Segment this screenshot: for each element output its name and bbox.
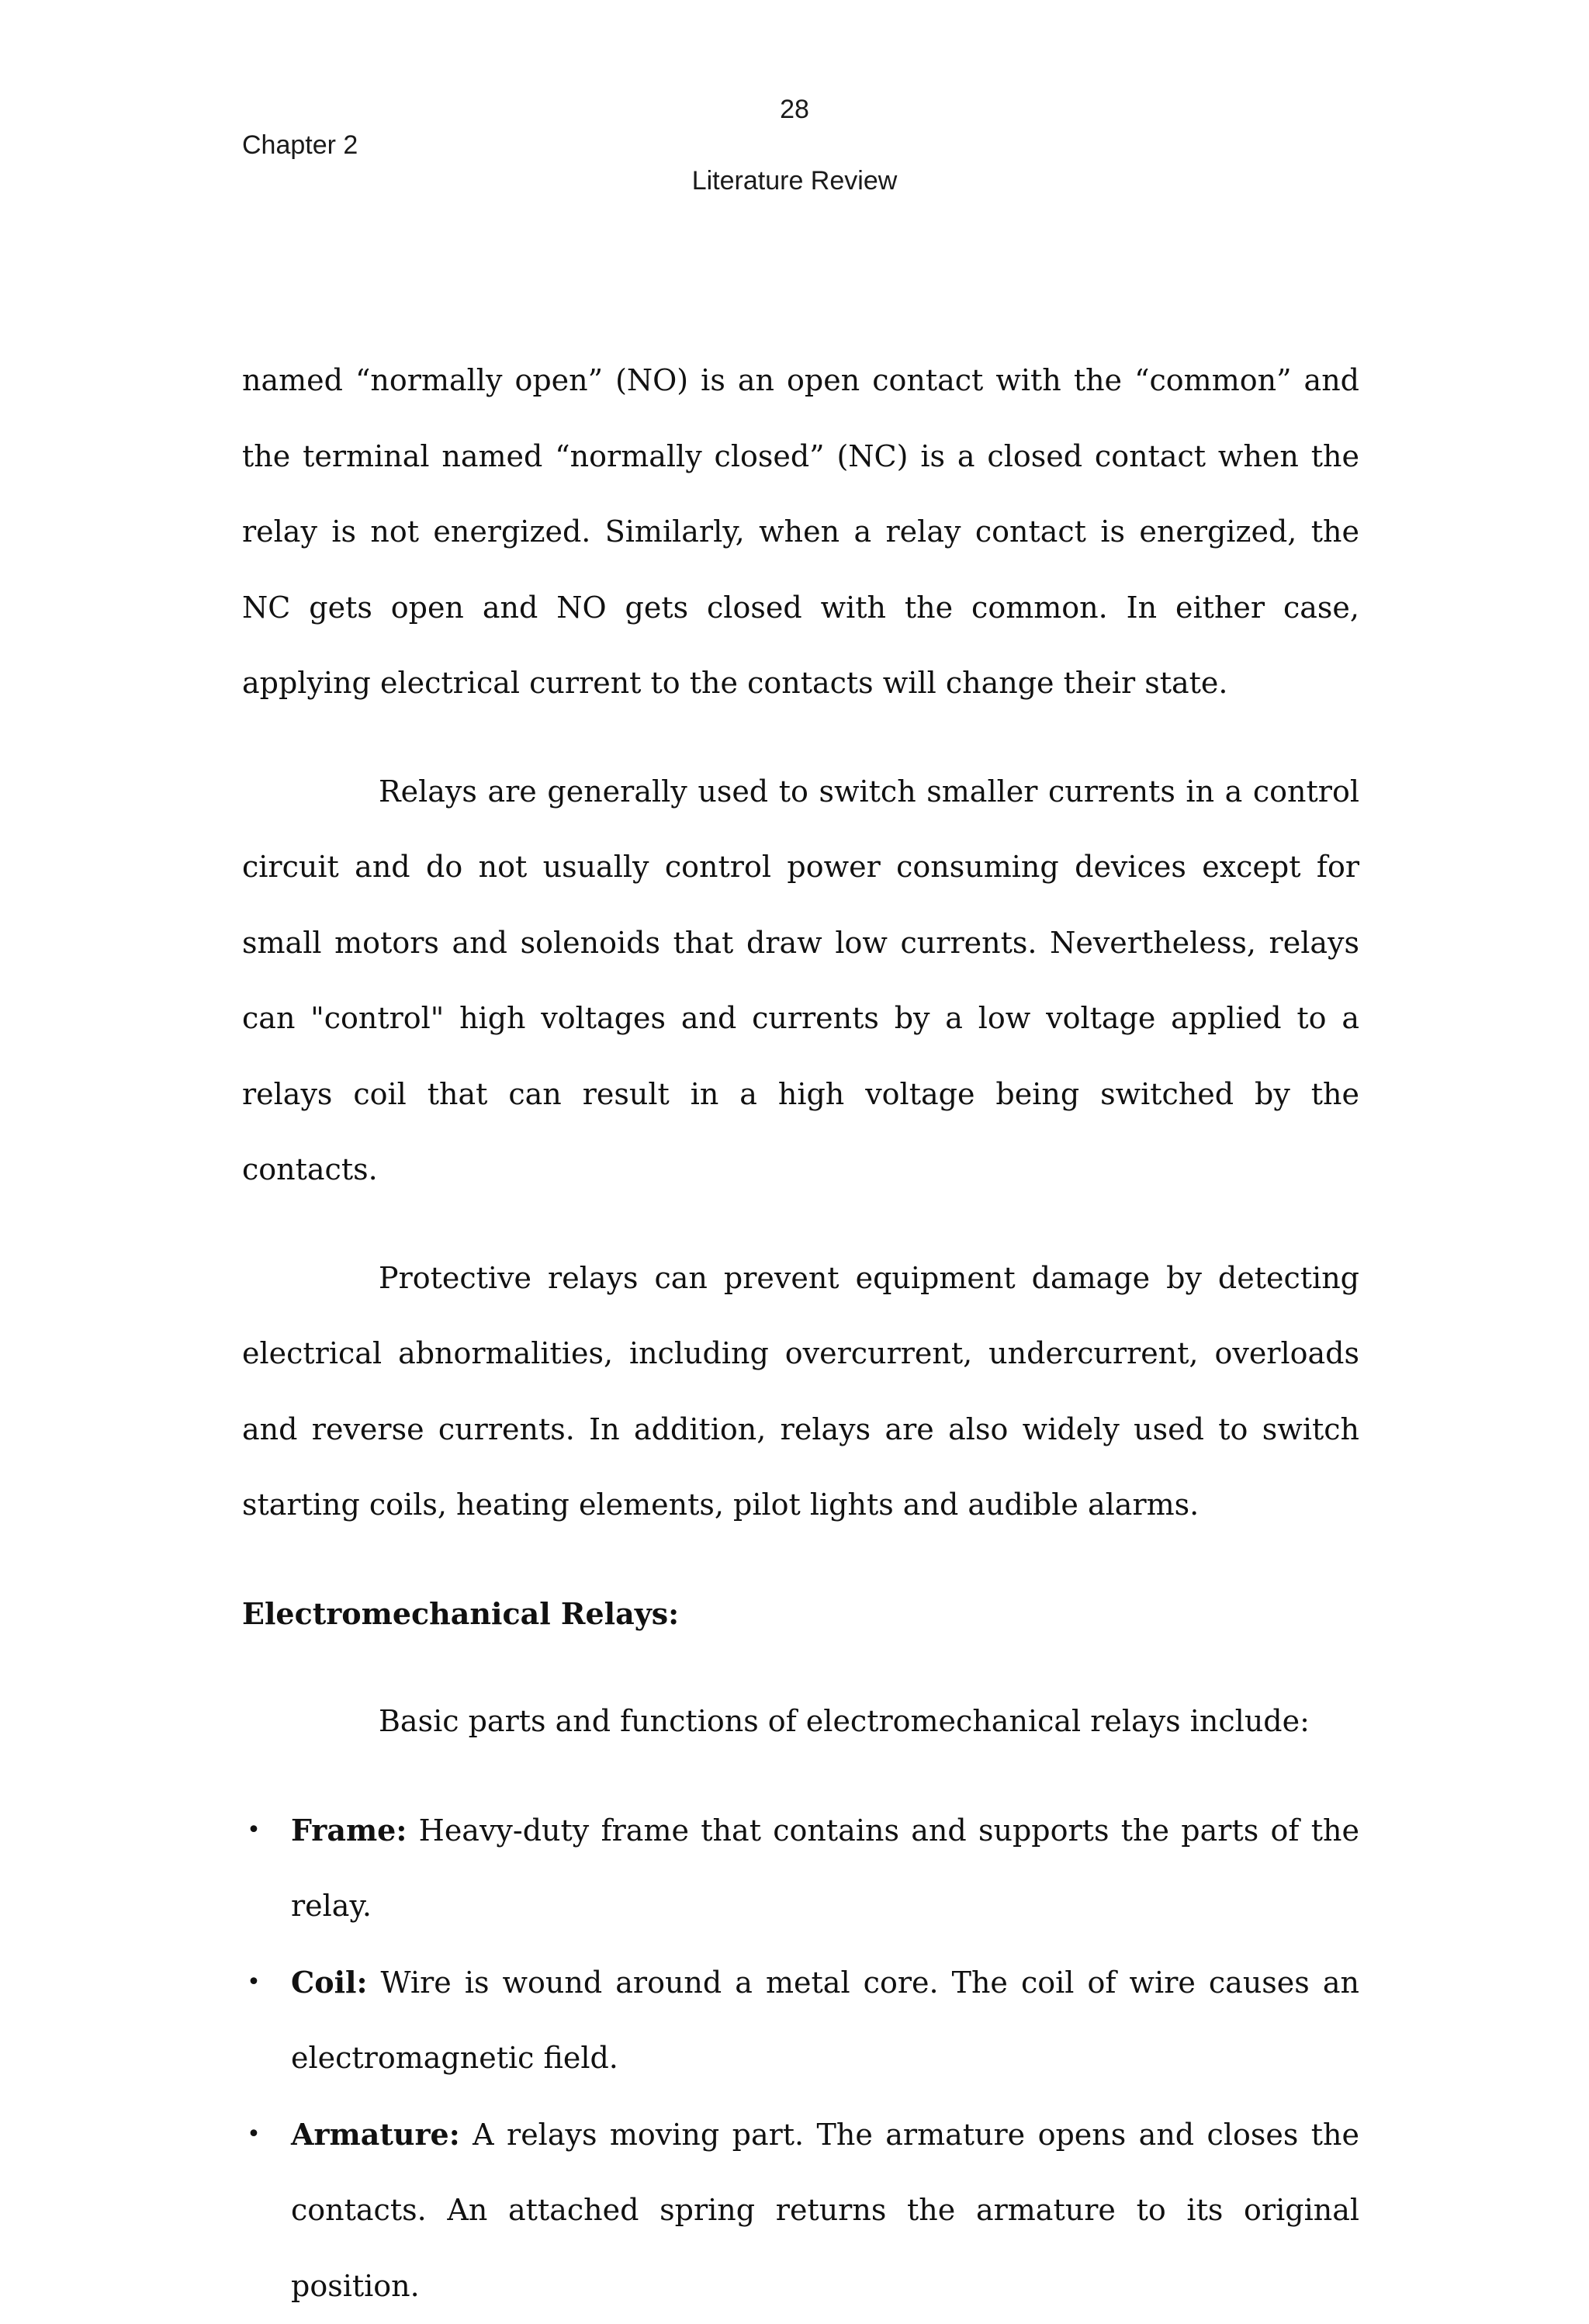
list-item-coil [242, 1945, 1359, 2097]
description-frame: Heavy-duty frame that contains and supports the parts of the relay. [291, 1813, 1359, 1924]
section-title: Literature Review [0, 166, 1589, 196]
paragraph-relay-usage: Relays are generally used to switch smaller currents in a control circuit and do not usually control power consuming devices except for small motors and solenoids that draw low currents. Nevertheless, relays can "control" high voltages and currents by a low voltage applied to a relays coil that can result in a high voltage being switched by the contacts. [242, 754, 1359, 1208]
page-number: 28 [0, 95, 1589, 125]
paragraph-relay-contacts: named “normally open” (NO) is an open contact with the “common” and the terminal named “normally closed” (NC) is a closed contact when the relay is not energized. Similarly, when a relay contact is energized, the NC gets open and NO gets closed with the common. In either case, applying electrical current to the contacts will change their state. [242, 343, 1359, 722]
list-item-armature [242, 2097, 1359, 2324]
chapter-label: Chapter 2 [242, 130, 358, 161]
paragraph-protective-relays: Protective relays can prevent equipment damage by detecting electrical abnormalities, including overcurrent, undercurrent, overloads and reverse currents. In addition, relays are also widely used to switch starting coils, heating elements, pilot lights and audible alarms. [242, 1241, 1359, 1543]
description-armature: A relays moving part. The armature opens and closes the contacts. An attached spring returns the armature to its original position. [291, 2118, 1359, 2303]
term-coil: Coil: [291, 1965, 368, 2000]
subheading-electromechanical-relays: Electromechanical Relays: [242, 1576, 1359, 1652]
term-armature: Armature: [291, 2117, 460, 2152]
list-item-frame [242, 1792, 1359, 1945]
relay-parts-list [242, 1792, 1359, 2324]
term-frame: Frame: [291, 1813, 407, 1848]
body-text [242, 343, 1359, 2324]
bullet-icon: • [242, 2097, 265, 2173]
page-header [0, 0, 1589, 233]
parts-intro: Basic parts and functions of electromechanical relays include: [242, 1684, 1359, 1760]
bullet-icon: • [242, 1945, 265, 2021]
description-coil: Wire is wound around a metal core. The coil of wire causes an electromagnetic field. [291, 1966, 1359, 2076]
bullet-icon: • [242, 1792, 265, 1869]
